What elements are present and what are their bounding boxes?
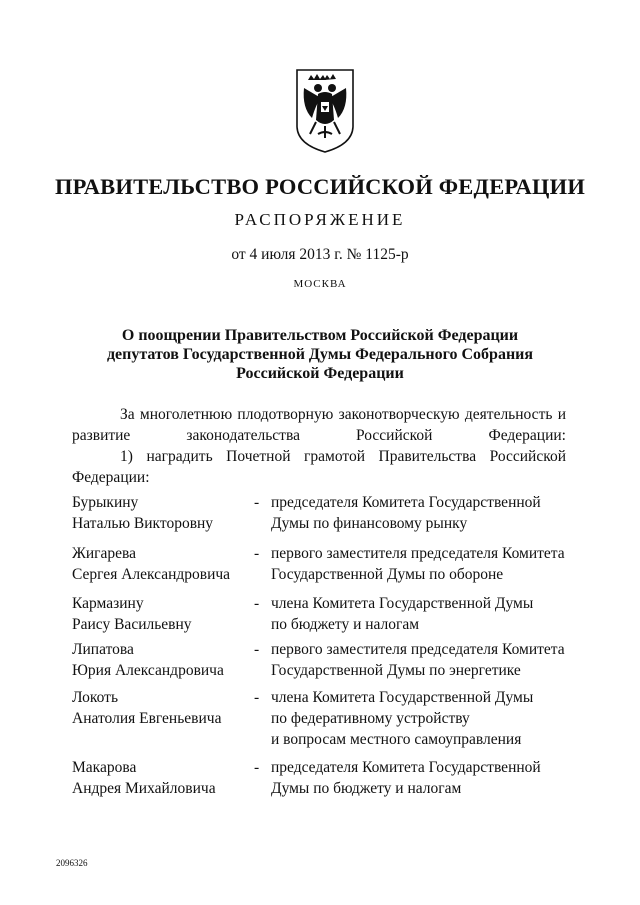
awardee-entry [72,639,572,687]
awardee-name [72,492,242,534]
awardee-surname: Бурыкину [72,494,139,511]
awardee-name [72,687,242,729]
position-line: члена Комитета Государственной Думы [271,689,534,706]
government-title: ПРАВИТЕЛЬСТВО РОССИЙСКОЙ ФЕДЕРАЦИИ [54,174,586,199]
list-dash: - [254,595,260,612]
position-line: первого заместителя председателя Комитета [271,641,565,658]
position-line: и вопросам местного самоуправления [271,731,522,748]
list-dash: - [254,689,260,706]
awardee-name [72,543,242,585]
item-1-paragraph: 1) наградить Почетной грамотой Правительства Российской Федерации: [72,448,566,486]
awardee-position [271,492,571,534]
subject-line: О поощрении Правительством Российской Федерации [121,327,519,344]
awardee-entry [72,543,572,593]
awardee-position [271,757,571,799]
awardee-name [72,593,242,635]
awardee-surname: Макарова [72,759,137,776]
awardee-name [72,639,242,681]
awardee-entry [72,757,572,803]
awardee-given-name: Юрия Александровича [72,662,224,679]
awardee-given-name: Андрея Михайловича [72,780,216,797]
document-footer-code: 2096326 [56,858,88,868]
position-line: первого заместителя председателя Комитета [271,545,565,562]
position-line: члена Комитета Государственной Думы [271,595,534,612]
list-dash: - [254,759,260,776]
awardee-given-name: Наталью Викторовну [72,515,214,532]
position-line: председателя Комитета Государственной [271,494,541,511]
awardee-surname: Локоть [72,689,119,706]
awardee-entry [72,492,572,543]
awardee-surname: Липатова [72,641,134,658]
position-line: по бюджету и налогам [271,616,420,633]
awardee-given-name: Анатолия Евгеньевича [72,710,222,727]
position-line: председателя Комитета Государственной [271,759,541,776]
list-dash: - [254,641,260,658]
position-line: Государственной Думы по обороне [271,566,504,583]
awardee-position [271,687,571,750]
awardee-surname: Жигарева [72,545,137,562]
position-line: по федеративному устройству [271,710,470,727]
subject-line: депутатов Государственной Думы Федерального Собрания [106,346,534,363]
awardee-name [72,757,242,799]
document-subject [0,326,640,383]
list-dash: - [254,545,260,562]
position-line: Государственной Думы по энергетике [271,662,521,679]
awardee-given-name: Раису Васильевну [72,616,192,633]
subject-line: Российской Федерации [236,365,404,382]
position-line: Думы по бюджету и налогам [271,780,462,797]
awardee-given-name: Сергея Александровича [72,566,231,583]
awardee-entry [72,593,572,639]
document-city: МОСКВА [293,278,347,290]
awardee-list [72,492,572,803]
awardee-surname: Кармазину [72,595,144,612]
document-date-number: от 4 июля 2013 г. № 1125-р [231,246,409,263]
preamble-paragraph: За многолетнюю плодотворную законотворческую деятельность и развитие законодательства Российской Федерации: [72,406,566,444]
document-type: РАСПОРЯЖЕНИЕ [234,210,406,229]
awardee-position [271,593,571,635]
awardee-position [271,639,571,681]
position-line: Думы по финансовому рынку [271,515,468,532]
awardee-position [271,543,571,585]
list-dash: - [254,494,260,511]
awardee-entry [72,687,572,757]
coat-of-arms-emblem [294,64,356,154]
